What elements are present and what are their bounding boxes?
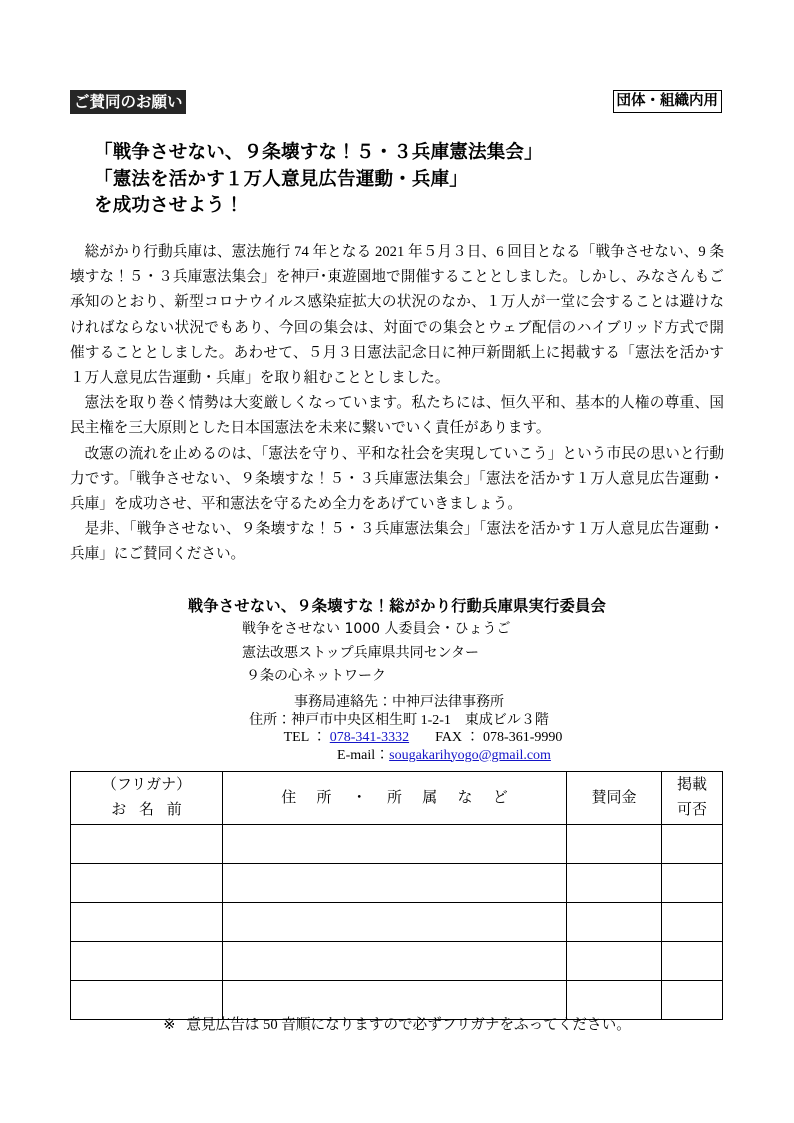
contact-phone-row: [70, 729, 724, 747]
table-row[interactable]: [71, 903, 723, 942]
table-cell-name[interactable]: [71, 825, 223, 864]
table-header-publish: [662, 772, 723, 825]
contact-block: [70, 694, 724, 764]
table-cell-name[interactable]: [71, 903, 223, 942]
table-cell-publish[interactable]: [662, 864, 723, 903]
contact-office: 事務局連絡先：中神戸法律事務所: [294, 695, 504, 710]
body-paragraph-4: 是非、「戦争させない、９条壊すな！５・３兵庫憲法集会」「憲法を活かす１万人意見広告運動・兵庫」にご賛同ください。: [70, 521, 724, 563]
table-header-address-label: 住 所 ・ 所 属 な ど: [281, 789, 516, 806]
organization-main-name: 戦争させない、９条壊すな！総がかり行動兵庫県実行委員会: [187, 597, 607, 615]
table-header-amount: [567, 772, 662, 825]
table-cell-address[interactable]: [223, 942, 567, 981]
page-title-line-1: 「戦争させない、９条壊すな！５・３兵庫憲法集会」: [94, 142, 543, 163]
organization-sub-name-3: ９条の心ネットワーク: [246, 668, 386, 684]
document-header: [70, 90, 723, 116]
table-header-name-line-1: （フリガナ）: [101, 777, 192, 793]
body-paragraph-2: 憲法を取り巻く情勢は大変厳しくなっています。私たちには、恒久平和、基本的人権の尊重、国民主権を三大原則とした日本国憲法を未来に繋いでいく責任があります。: [70, 395, 724, 437]
tel-link[interactable]: 078-341-3332: [329, 730, 410, 745]
table-cell-publish[interactable]: [662, 903, 723, 942]
contact-email-row: [70, 747, 724, 765]
table-row[interactable]: [71, 864, 723, 903]
organization-block: [70, 594, 724, 689]
fax-label: FAX ：: [435, 730, 484, 745]
organization-sub-name-2: 憲法改悪ストップ兵庫県共同センター: [242, 644, 480, 661]
table-cell-publish[interactable]: [662, 825, 723, 864]
body-text: [70, 240, 724, 568]
body-paragraph-3: 改憲の流れを止めるのは、「憲法を守り、平和な社会を実現していこう」という市民の思いと行動力です。「戦争させない、９条壊すな！５・３兵庫憲法集会」「憲法を活かす１万人意見広告運動・兵庫」を成功させ、平和憲法を守るため全力をあげていきましょう。: [70, 445, 724, 513]
table-cell-amount[interactable]: [567, 903, 662, 942]
body-paragraph-1: 総がかり行動兵庫は、憲法施行 74 年となる 2021 年５月３日、6 回目となる「戦争させない、9 条壊すな！５・３兵庫憲法集会」を神戸･東遊園地で開催することとしました。しかし、みなさんもご承知のとおり、新型コロナウイルス感染症拡大の状況のなか、１万人が一堂に会することは避けなければならない状況でもあり、今回の集会は、対面での集会とウェブ配信のハイブリッド方式で開催することとしました。あわせて、５月３日憲法記念日に神戸新聞紙上に掲載する「憲法を活かす１万人意見広告運動・兵庫」を取り組むこととしました。: [70, 244, 724, 387]
fax-value: 078-361-9990: [483, 730, 563, 745]
table-header-row: [71, 772, 723, 825]
table-cell-address[interactable]: [223, 825, 567, 864]
table-row[interactable]: [71, 825, 723, 864]
internal-use-badge: 団体・組織内用: [613, 90, 723, 113]
table-cell-address[interactable]: [223, 903, 567, 942]
email-label: E-mail：: [337, 747, 390, 763]
reference-mark-icon: ※: [163, 1017, 176, 1033]
support-request-badge: ご賛同のお願い: [70, 90, 186, 114]
table-header-name-line-2: お 名 前: [111, 802, 187, 818]
footnote: [70, 1014, 724, 1036]
signup-table: [70, 771, 723, 1020]
tel-label: TEL ：: [283, 730, 330, 745]
table-header-publish-line-1: 掲載: [676, 777, 707, 793]
table-cell-amount[interactable]: [567, 942, 662, 981]
footnote-text: 意見広告は 50 音順になりますので必ずフリガナをふってください。: [186, 1017, 631, 1033]
page-title: [94, 140, 694, 220]
page-title-line-2: 「憲法を活かす１万人意見広告運動・兵庫」: [94, 168, 469, 190]
organization-sub-name-1: 戦争をさせない 1000 人委員会・ひょうご: [242, 621, 511, 637]
table-cell-name[interactable]: [71, 864, 223, 903]
table-header-name: [71, 772, 223, 825]
table-row[interactable]: [71, 942, 723, 981]
table-header-address: [223, 772, 567, 825]
table-cell-amount[interactable]: [567, 864, 662, 903]
page-title-line-3: を成功させよう！: [94, 195, 244, 216]
table-header-publish-line-2: 可否: [676, 802, 707, 818]
email-link[interactable]: sougakarihyogo@gmail.com: [389, 747, 551, 763]
table-cell-address[interactable]: [223, 864, 567, 903]
contact-address: 住所：神戸市中央区相生町 1-2-1 東成ビル３階: [249, 712, 549, 728]
table-cell-name[interactable]: [71, 942, 223, 981]
table-cell-amount[interactable]: [567, 825, 662, 864]
table-header-amount-label: 賛同金: [591, 789, 637, 806]
table-cell-publish[interactable]: [662, 942, 723, 981]
